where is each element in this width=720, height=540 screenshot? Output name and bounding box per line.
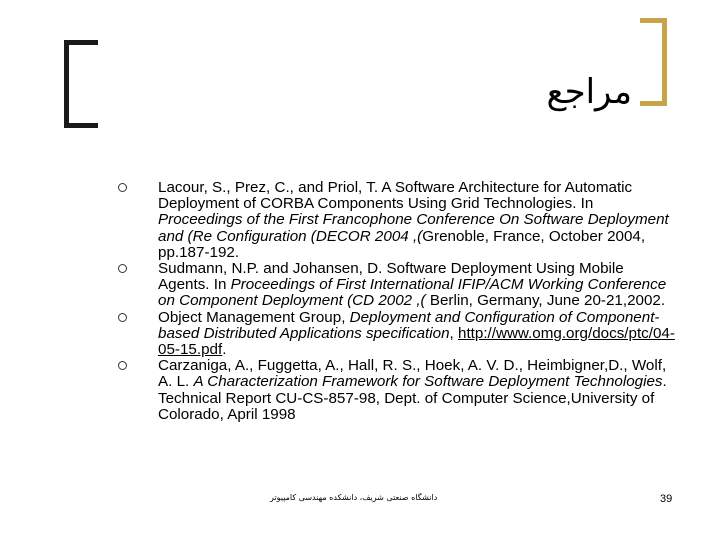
reference-text: Proceedings of First International IFIP/ACM Working Conference on Component Deployment (CD 2002 ,( — [158, 276, 667, 310]
reference-text: Object Management Group, — [158, 308, 350, 326]
circle-bullet-icon — [118, 313, 127, 322]
reference-item — [118, 180, 678, 261]
circle-bullet-icon — [118, 361, 127, 370]
reference-text: Sudmann, N.P. and Johansen, D. Software Deployment Using Mobile Agents. In — [158, 260, 624, 294]
reference-text: Carzaniga, A., Fuggetta, A., Hall, R. S., Hoek, A. V. D., Heimbigner,D., Wolf, A. L. — [158, 357, 667, 391]
reference-text: . Technical Report CU-CS-857-98, Dept. of Computer Science,University of Colorado, April 1998 — [158, 373, 667, 423]
reference-item — [118, 310, 678, 359]
page-number: 39 — [660, 493, 673, 505]
reference-text: Lacour, S., Prez, C., and Priol, T. A Software Architecture for Automatic Deployment of CORBA Components Using Grid Technologies. In — [158, 179, 633, 213]
circle-bullet-icon — [118, 264, 127, 273]
reference-text: Deployment and Configuration of Component-based Distributed Applications specification — [158, 308, 660, 342]
reference-text: , — [449, 324, 458, 342]
slide-title: مراجع — [546, 72, 632, 112]
reference-text: Berlin, Germany, June 20-21,2002. — [425, 292, 666, 310]
reference-list — [118, 180, 678, 423]
reference-text: Proceedings of the First Francophone Conference On Software Deployment and (Re Configuration (DECOR 2004 ,( — [158, 211, 669, 245]
circle-bullet-icon — [118, 183, 127, 192]
reference-text: A Characterization Framework for Software Deployment Technologies — [193, 373, 663, 391]
reference-item — [118, 358, 678, 423]
footer-text: دانشگاه صنعتی شریف، دانشکده مهندسی کامپیوتر — [270, 493, 438, 502]
reference-link[interactable]: http://www.omg.org/docs/ptc/04-05-15.pdf — [158, 324, 675, 359]
reference-text: Grenoble, France, October 2004, pp.187-192. — [158, 227, 646, 261]
reference-item — [118, 261, 678, 310]
reference-text: . — [222, 341, 227, 359]
